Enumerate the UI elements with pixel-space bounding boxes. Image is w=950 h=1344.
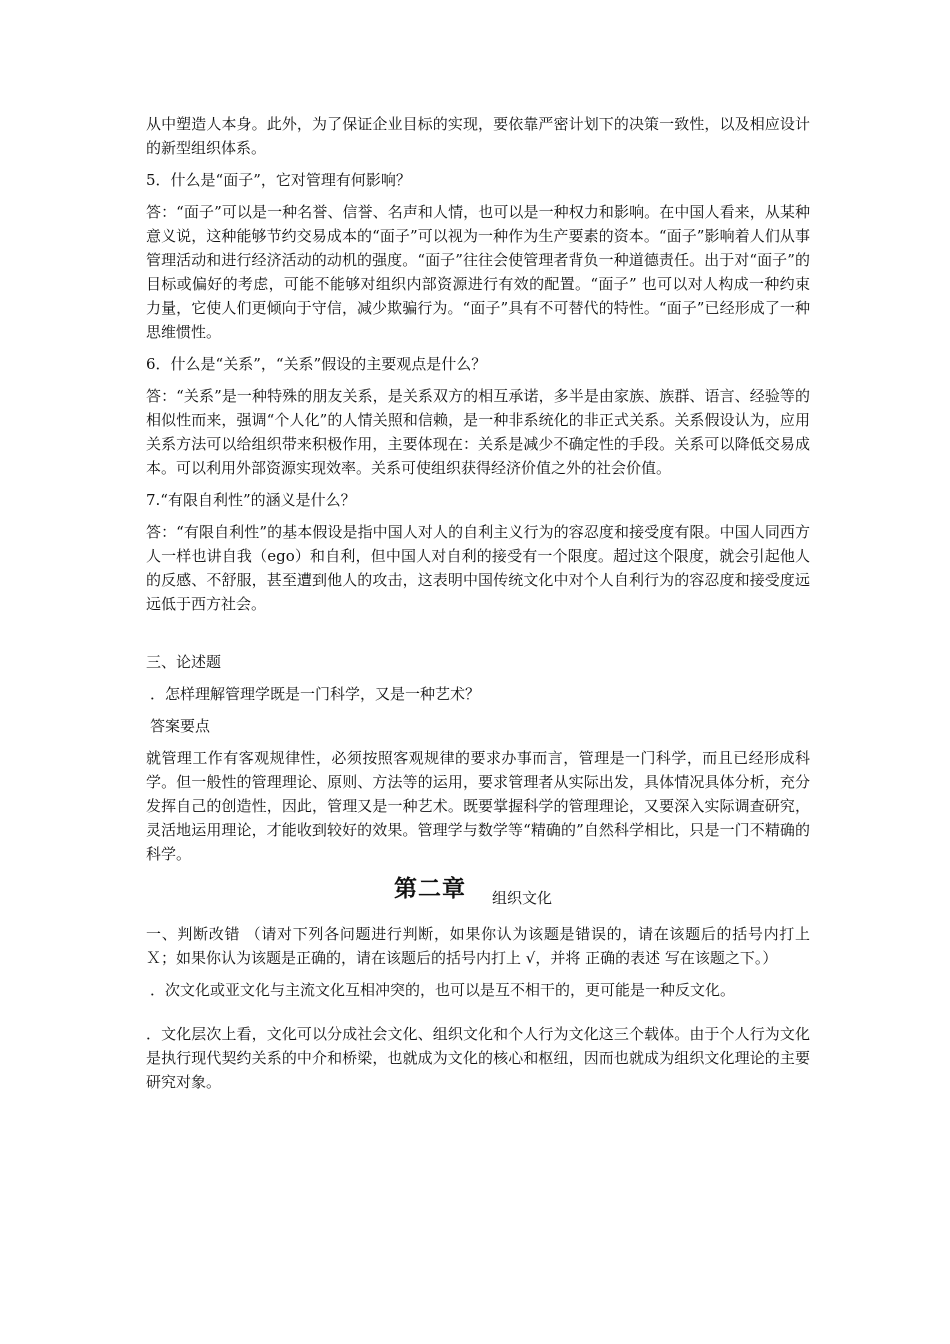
answer-6: 答：“关系”是一种特殊的朋友关系，是关系双方的相互承诺，多半是由家族、族群、语言、经验等的相似性而来，强调“个人化”的人情关照和信赖，是一种非系统化的非正式关系。关系假设认为，应用关系方法可以给组织带来积极作用，主要体现在：关系是减少不确定性的手段。关系可以降低交易成本。可以利用外部资源实现效率。关系可使组织获得经济价值之外的社会价值。	[146, 387, 810, 477]
section-heading-judge: 一、判断改错 （请对下列各问题进行判断，如果你认为该题是错误的，请在该题后的括号内打上Ｘ；如果你认为该题是正确的，请在该题后的括号内打上 √，并将 正确的表述 写在该题之下。）	[146, 925, 810, 967]
answer-points-label: 答案要点	[150, 717, 211, 735]
section-heading-essay: 三、论述题	[146, 653, 222, 671]
blank-gap	[146, 1002, 810, 1022]
blank-gap	[146, 616, 810, 650]
judge-item-1: ．次文化或亚文化与主流文化互相冲突的，也可以是互不相干的，更可能是一种反文化。	[150, 981, 736, 999]
essay-question: ．怎样理解管理学既是一门科学，又是一种艺术？	[150, 685, 481, 703]
question-5: 5．什么是“面子”，它对管理有何影响？	[146, 171, 411, 189]
chapter-subtitle: 组织文化	[492, 889, 553, 907]
answer-7: 答：“有限自利性”的基本假设是指中国人对人的自利主义行为的容忍度和接受度有限。中国人同西方人一样也讲自我（ego）和自利，但中国人对自利的接受有一个限度。超过这个限度，就会引起他人的反感、不舒服，甚至遭到他人的攻击，这表明中国传统文化中对个人自利行为的容忍度和接受度远远低于西方社会。	[146, 523, 810, 613]
essay-answer: 就管理工作有客观规律性，必须按照客观规律的要求办事而言，管理是一门科学，而且已经形成科学。但一般性的管理理论、原则、方法等的运用，要求管理者从实际出发，具体情况具体分析，充分发挥自己的创造性，因此，管理又是一种艺术。既要掌握科学的管理理论，又要深入实际调查研究，灵活地运用理论，才能收到较好的效果。管理学与数学等“精确的”自然科学相比，只是一门不精确的科学。	[146, 749, 810, 863]
question-6: 6．什么是“关系”，“关系”假设的主要观点是什么？	[146, 355, 487, 373]
judge-item-2: ．文化层次上看，文化可以分成社会文化、组织文化和个人行为文化这三个载体。由于个人行为文化是执行现代契约关系的中介和桥梁，也就成为文化的核心和枢纽，因而也就成为组织文化理论的主要研究对象。	[146, 1025, 810, 1091]
chapter-header	[146, 872, 810, 916]
question-7: 7.“有限自利性”的涵义是什么？	[146, 491, 356, 509]
intro-paragraph: 从中塑造人本身。此外，为了保证企业目标的实现，要依靠严密计划下的决策一致性，以及相应设计的新型组织体系。	[146, 115, 810, 157]
document-page	[146, 112, 810, 1094]
answer-5: 答：“面子”可以是一种名誉、信誉、名声和人情，也可以是一种权力和影响。在中国人看来，从某种意义说，这种能够节约交易成本的“面子”可以视为一种作为生产要素的资本。“面子”影响着人们从事管理活动和进行经济活动的动机的强度。“面子”往往会使管理者背负一种道德责任。出于对“面子”的目标或偏好的考虑，可能不能够对组织内部资源进行有效的配置。“面子” 也可以对人构成一种约束力量，它使人们更倾向于守信，减少欺骗行为。“面子”具有不可替代的特性。“面子”已经形成了一种思维惯性。	[146, 203, 810, 341]
chapter-title: 第二章	[394, 875, 466, 902]
